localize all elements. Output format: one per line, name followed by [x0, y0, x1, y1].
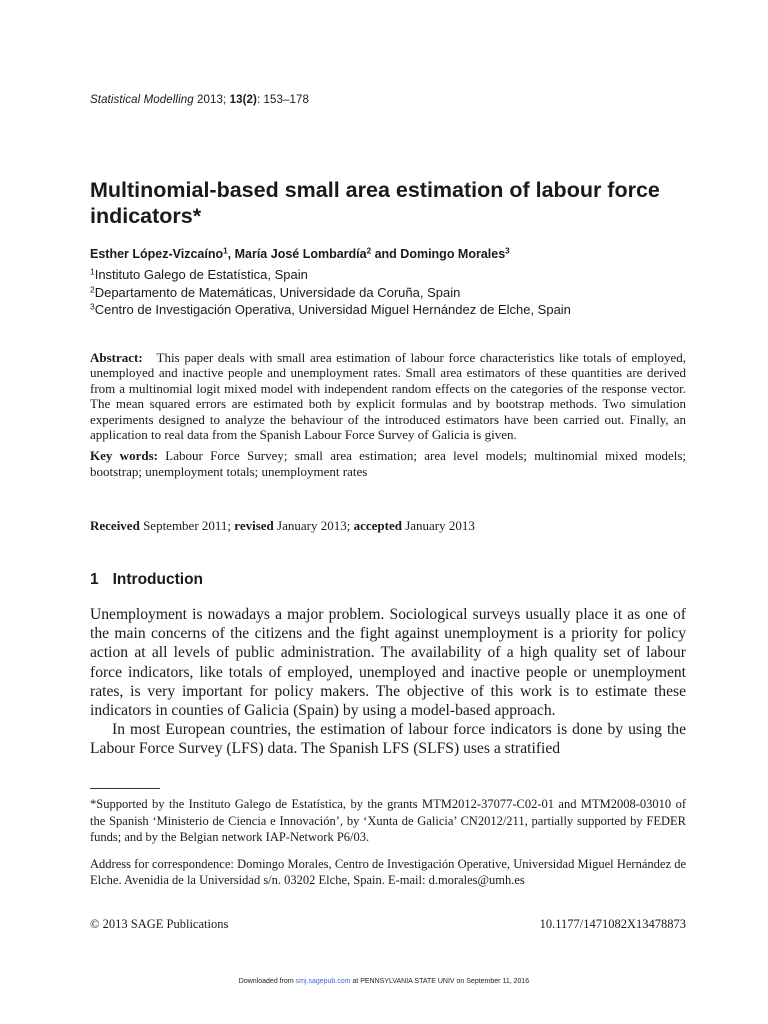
- author-affiliation-mark: 3: [505, 246, 510, 256]
- body-paragraph: In most European countries, the estimation of labour force indicators is done by using the Labour Force Survey (LFS) data. The Spanish LFS (SLFS) uses a stratified: [90, 721, 686, 758]
- keywords-paragraph: [90, 448, 686, 479]
- section-title: Introduction: [112, 571, 204, 588]
- keywords-text: Labour Force Survey; small area estimation; area level models; multinomial mixed models; bootstrap; unemployment totals; unemployment rates: [90, 448, 687, 479]
- footnote-correspondence: Address for correspondence: Domingo Morales, Centro de Investigación Operative, Universidad Miguel Hernández de Elche. Avenidia de la Universidad s/n. 03202 Elche, Spain. E-mail: d.morales@umh.es: [90, 856, 686, 887]
- download-suffix: at PENNSYLVANIA STATE UNIV on September 11, 2016: [350, 978, 530, 985]
- article-title: Multinomial-based small area estimation of labour force indicators*: [90, 178, 660, 228]
- download-prefix: Downloaded from: [238, 978, 296, 985]
- author-name: Esther López-Vizcaíno: [90, 247, 224, 261]
- body-paragraph: Unemployment is nowadays a major problem. Sociological surveys usually place it as one of the main concerns of the citizens and the fight against unemployment is a priority for policy action at all levels of public administration. The availability of a high quality set of labour force indicators, like totals of employed, unemployed and inactive people or unemployment rates, is very important for policy makers. The objective of this work is to estimate these indicators in counties of Galicia (Spain) by using a model-based approach.: [90, 606, 686, 720]
- author-separator: and: [371, 247, 401, 261]
- running-head: [90, 94, 309, 106]
- received-dates: [90, 518, 475, 534]
- affiliation-mark: 2: [90, 283, 95, 294]
- footnotes: [90, 796, 686, 899]
- download-notice: [0, 978, 768, 985]
- affiliation-text: Instituto Galego de Estatística, Spain: [94, 267, 308, 282]
- affiliation-text: Centro de Investigación Operativa, Universidad Miguel Hernández de Elche, Spain: [94, 302, 571, 317]
- abstract-text: This paper deals with small area estimation of labour force characteristics like totals of employed, unemployed and inactive people and unemployment rates. Small area estimators of these quantities are derived from a multinomial logit mixed model with independent random effects on the categories of the response vector. The mean squared errors are estimated both by explicit formulas and by bootstrap methods. Two simulation experiments designed to analyze the behaviour of the introduced estimators have been carried out. Finally, an application to real data from the Spanish Labour Force Survey of Galicia is given.: [90, 350, 686, 443]
- journal-year: 2013;: [197, 94, 227, 106]
- journal-name: Statistical Modelling: [90, 94, 194, 106]
- affiliation-mark: 3: [90, 301, 95, 312]
- author-separator: ,: [227, 247, 235, 261]
- revised-date: January 2013;: [277, 518, 351, 533]
- footnote-funding: *Supported by the Instituto Galego de Estatística, by the grants MTM2012-37077-C02-01 and MTM2008-03010 of the Spanish ‘Ministerio de Ciencia e Innovación’, by ‘Xunta de Galicia’ CN2012/211, partially supported by FEDER funds; and by the Belgian network IAP-Network P6/03.: [90, 797, 686, 844]
- affiliation: [90, 301, 571, 319]
- doi: 10.1177/1471082X13478873: [539, 917, 686, 931]
- section-number: 1: [90, 571, 99, 588]
- keywords-label: Key words:: [90, 448, 158, 464]
- author-affiliation-mark: 1: [223, 246, 228, 256]
- affiliation: [90, 266, 571, 284]
- author-name: Domingo Morales: [400, 247, 506, 261]
- affiliation-text: Departamento de Matemáticas, Universidade da Coruña, Spain: [94, 284, 461, 300]
- received-label: Received: [90, 518, 140, 533]
- received-date: September 2011;: [143, 518, 232, 533]
- abstract-block: [90, 350, 686, 485]
- affiliation-list: [90, 266, 571, 319]
- author-name: María José Lombardía: [234, 247, 367, 261]
- author-list: [90, 247, 510, 261]
- journal-issue: (2): [242, 94, 257, 106]
- journal-pages: : 153–178: [256, 94, 310, 106]
- copyright-notice: © 2013 SAGE Publications: [90, 917, 229, 931]
- affiliation-mark: 1: [90, 266, 95, 277]
- accepted-date: January 2013: [405, 518, 475, 533]
- article-page: [90, 0, 686, 1024]
- download-link[interactable]: smj.sagepub.com: [295, 978, 351, 985]
- body-text: [90, 605, 686, 759]
- accepted-label: accepted: [353, 518, 402, 533]
- abstract-paragraph: [90, 350, 686, 442]
- affiliation: [90, 284, 571, 302]
- journal-volume: 13: [229, 94, 243, 106]
- author-affiliation-mark: 2: [366, 246, 372, 256]
- abstract-label: Abstract:: [90, 350, 143, 365]
- section-heading: [90, 571, 203, 589]
- footnote-divider: [90, 788, 160, 789]
- revised-label: revised: [234, 518, 274, 533]
